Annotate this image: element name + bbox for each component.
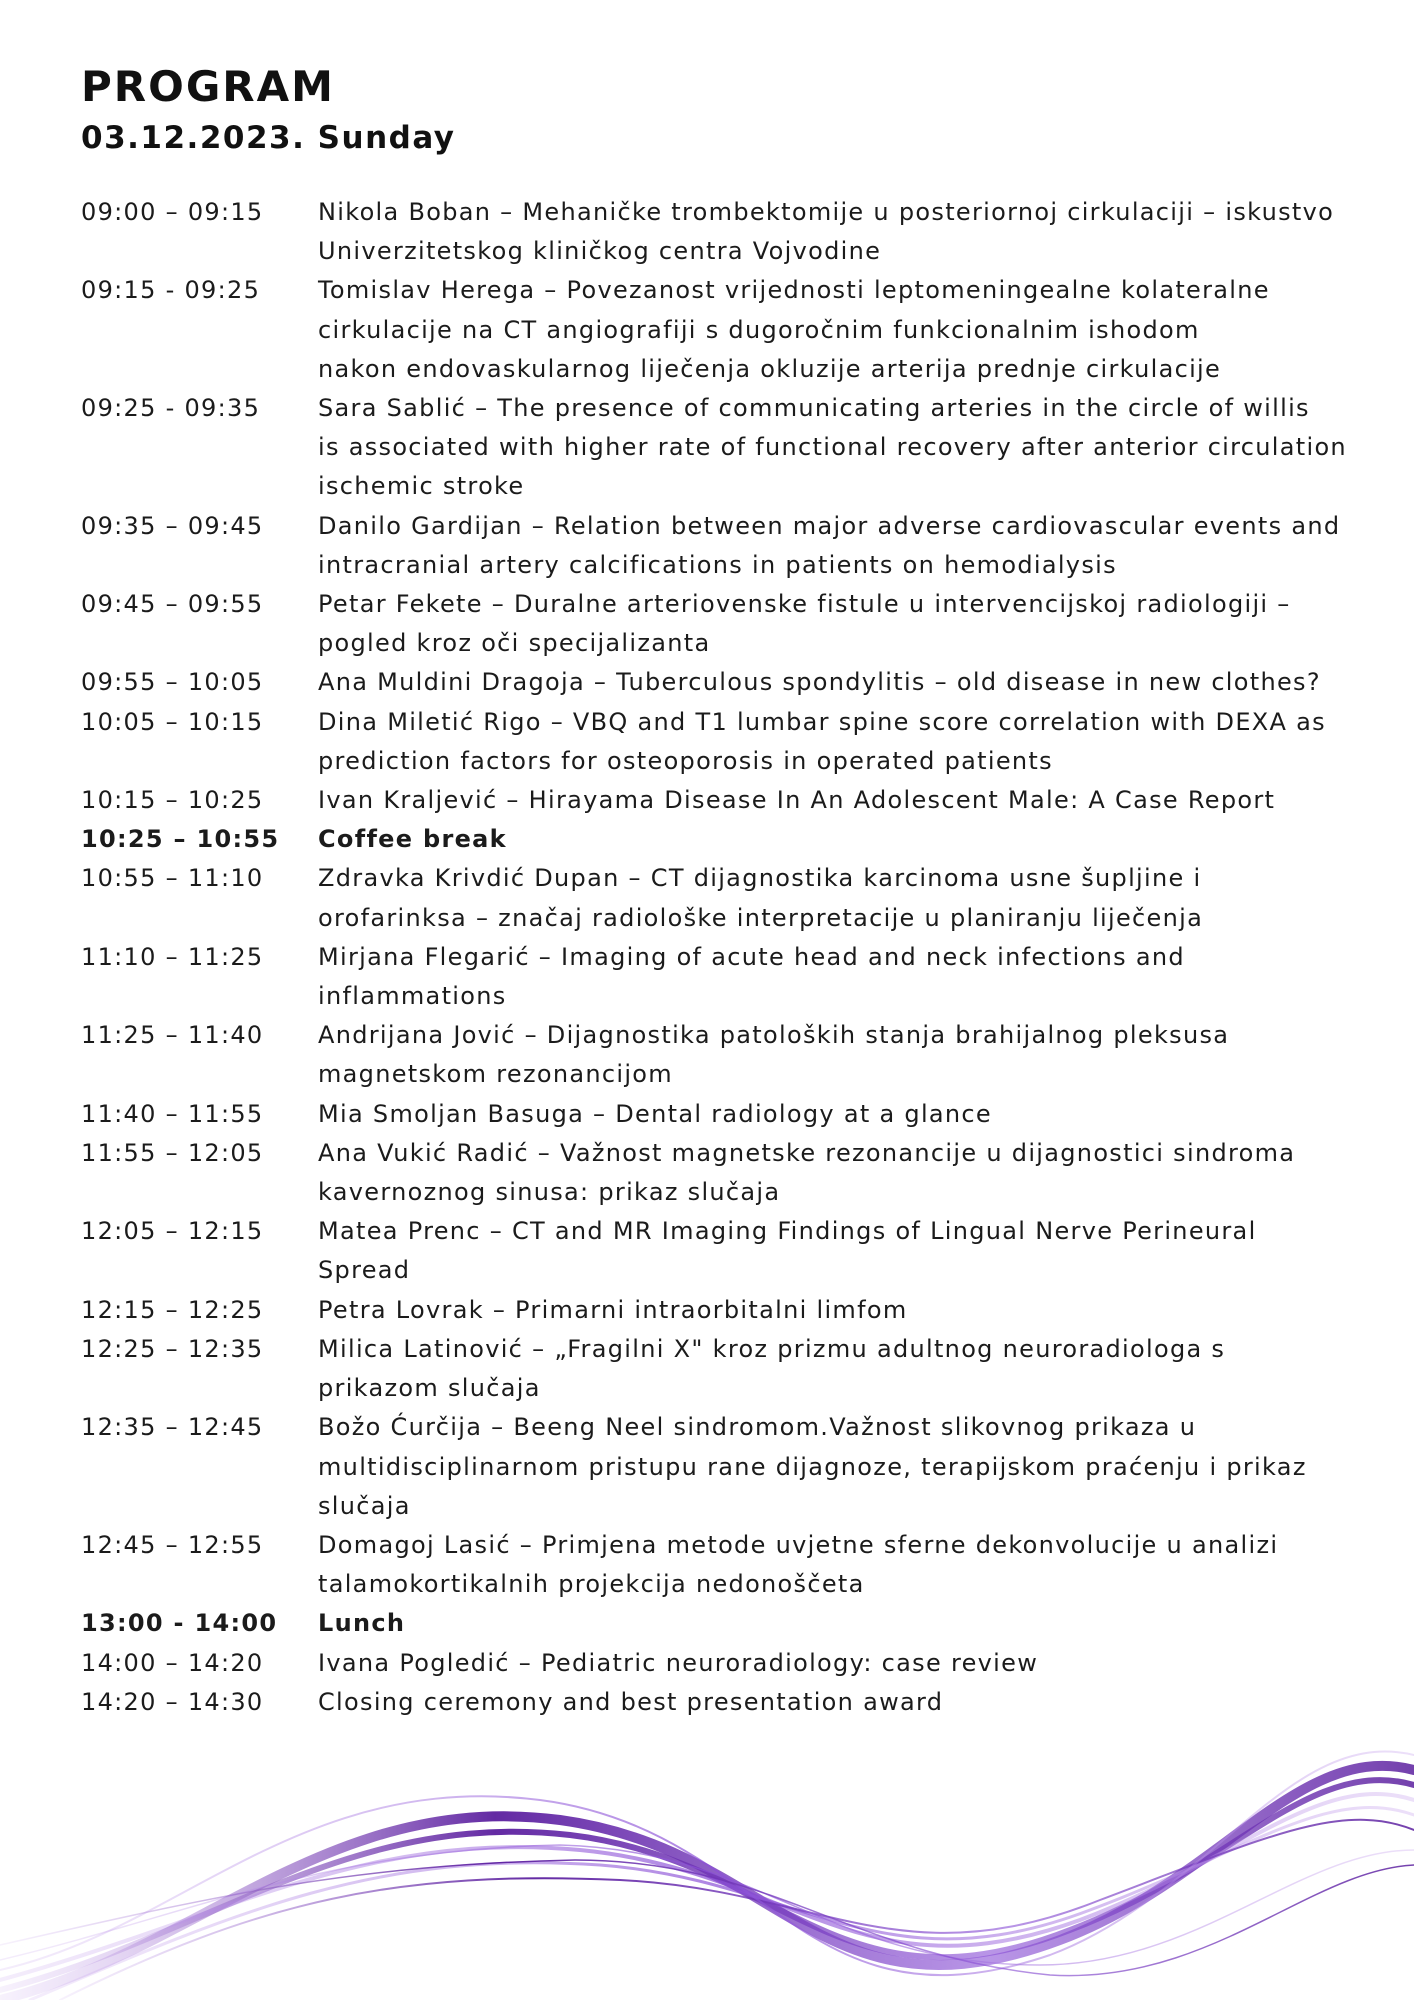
session-text-line: Lunch: [318, 1609, 406, 1638]
schedule-row: [81, 389, 1347, 507]
session-description: [318, 193, 1341, 271]
session-description: [318, 585, 1341, 663]
session-text-line: Mia Smoljan Basuga – Dental radiology at a glance: [318, 1099, 992, 1128]
decorative-ribbon: [0, 1700, 1414, 2000]
session-text-line: Domagoj Lasić – Primjena metode uvjetne sferne dekonvolucije u analizi: [318, 1530, 1279, 1559]
session-text-line: Tomislav Herega – Povezanost vrijednosti leptomeningealne kolateralne: [318, 276, 1270, 305]
schedule-row: [81, 1212, 1341, 1290]
session-text-line: kavernoznog sinusa: prikaz slučaja: [318, 1178, 781, 1207]
session-text-line: is associated with higher rate of functional recovery after anterior circulation: [318, 433, 1347, 462]
session-text-line: Danilo Gardijan – Relation between major adverse cardiovascular events and: [318, 511, 1341, 540]
schedule-row: [81, 1408, 1341, 1526]
schedule-row: [81, 781, 1341, 820]
session-text-line: inflammations: [318, 982, 507, 1011]
session-text-line: Božo Ćurčija – Beeng Neel sindromom.Važnost slikovnog prikaza u: [318, 1413, 1197, 1442]
session-time: 09:45 – 09:55: [81, 590, 264, 619]
session-text-line: nakon endovaskularnog liječenja okluzije arterija prednje cirkulacije: [318, 354, 1222, 383]
session-time: 09:15 - 09:25: [81, 276, 261, 305]
schedule-row: [81, 1095, 1341, 1134]
ribbon-strand-2: [0, 1780, 1414, 1990]
session-time: 11:25 – 11:40: [81, 1021, 264, 1050]
session-text-line: Univerzitetskog kliničkog centra Vojvodine: [318, 237, 882, 266]
session-text-line: Petar Fekete – Duralne arteriovenske fistule u intervencijskoj radiologiji –: [318, 590, 1291, 619]
session-text-line: multidisciplinarnom pristupu rane dijagnoze, terapijskom praćenju i prikaz: [318, 1452, 1307, 1481]
schedule-row: [81, 1134, 1341, 1212]
session-description: [318, 1095, 1341, 1134]
session-text-line: magnetskom rezonancijom: [318, 1060, 673, 1089]
program-schedule: [81, 193, 1347, 1722]
ribbon-strand-3: [0, 1794, 1414, 1980]
schedule-row: [81, 1526, 1341, 1604]
session-text-line: Coffee break: [318, 825, 507, 854]
session-description: [318, 703, 1341, 781]
session-text-line: Ana Muldini Dragoja – Tuberculous spondylitis – old disease in new clothes?: [318, 668, 1321, 697]
session-description: [318, 938, 1341, 1016]
session-text-line: prikazom slučaja: [318, 1374, 541, 1403]
session-time: 12:05 – 12:15: [81, 1217, 264, 1246]
session-text-line: Ana Vukić Radić – Važnost magnetske rezonancije u dijagnostici sindroma: [318, 1138, 1296, 1167]
session-text-line: pogled kroz oči specijalizanta: [318, 629, 711, 658]
schedule-row: [81, 1016, 1341, 1094]
session-text-line: intracranial artery calcifications in patients on hemodialysis: [318, 550, 1117, 579]
session-text-line: Nikola Boban – Mehaničke trombektomije u posteriornoj cirkulaciji – iskustvo: [318, 198, 1335, 226]
session-description: [318, 1330, 1341, 1408]
session-time: 09:55 – 10:05: [81, 668, 264, 697]
session-text-line: prediction factors for osteoporosis in operated patients: [318, 746, 1053, 775]
session-description: [318, 1408, 1341, 1526]
session-text-line: slučaja: [318, 1491, 411, 1520]
session-text-line: Matea Prenc – CT and MR Imaging Findings of Lingual Nerve Perineural: [318, 1217, 1257, 1246]
schedule-row: [81, 663, 1341, 702]
session-time: 09:00 – 09:15: [81, 198, 264, 226]
session-time: 10:55 – 11:10: [81, 864, 264, 893]
page-title: PROGRAM: [81, 62, 335, 111]
schedule-row: [81, 193, 1341, 271]
session-description: [318, 271, 1341, 389]
session-time: 10:05 – 10:15: [81, 707, 264, 736]
schedule-row: [81, 938, 1341, 1016]
session-time: 13:00 - 14:00: [81, 1609, 278, 1638]
session-time: 09:35 – 09:45: [81, 511, 264, 540]
session-description: [318, 1016, 1341, 1094]
session-text-line: Spread: [318, 1256, 411, 1285]
session-time: 12:45 – 12:55: [81, 1530, 264, 1559]
schedule-row: [81, 507, 1341, 585]
schedule-row: [81, 1291, 1341, 1330]
schedule-row: [81, 1644, 1341, 1683]
session-time: 12:35 – 12:45: [81, 1413, 264, 1442]
schedule-row: [81, 703, 1341, 781]
session-description: [318, 663, 1341, 702]
schedule-row: [81, 859, 1341, 937]
session-text-line: orofarinksa – značaj radiološke interpretacije u planiranju liječenja: [318, 903, 1204, 932]
session-text-line: Milica Latinović – „Fragilni X" kroz prizmu adultnog neuroradiologa s: [318, 1334, 1226, 1363]
session-time: 14:20 – 14:30: [81, 1687, 264, 1716]
session-text-line: Dina Miletić Rigo – VBQ and T1 lumbar spine score correlation with DEXA as: [318, 707, 1326, 736]
session-time: 10:25 – 10:55: [81, 825, 280, 854]
session-text-line: Mirjana Flegarić – Imaging of acute head and neck infections and: [318, 942, 1185, 971]
session-time: 10:15 – 10:25: [81, 786, 264, 815]
session-description: [318, 859, 1341, 937]
session-description: [318, 389, 1347, 507]
session-description: [318, 820, 1341, 859]
session-text-line: talamokortikalnih projekcija nedonoščeta: [318, 1570, 865, 1599]
session-text-line: Zdravka Krivdić Dupan – CT dijagnostika karcinoma usne šupljine i: [318, 864, 1202, 893]
session-description: [318, 1134, 1341, 1212]
session-text-line: Closing ceremony and best presentation award: [318, 1687, 944, 1716]
session-description: [318, 1291, 1341, 1330]
session-text-line: Ivan Kraljević – Hirayama Disease In An Adolescent Male: A Case Report: [318, 786, 1276, 815]
session-text-line: cirkulacije na CT angiografiji s dugoročnim funkcionalnim ishodom: [318, 315, 1200, 344]
schedule-row: [81, 585, 1341, 663]
session-text-line: Ivana Pogledić – Pediatric neuroradiology: case review: [318, 1648, 1039, 1677]
session-text-line: Sara Sablić – The presence of communicating arteries in the circle of willis: [318, 394, 1310, 423]
schedule-row: [81, 1330, 1341, 1408]
schedule-break-row: [81, 1604, 1341, 1643]
program-date: 03.12.2023. Sunday: [81, 120, 456, 156]
session-description: [318, 1604, 1341, 1643]
session-description: [318, 507, 1341, 585]
session-description: [318, 1526, 1341, 1604]
session-time: 09:25 - 09:35: [81, 394, 261, 423]
session-time: 12:25 – 12:35: [81, 1334, 264, 1363]
schedule-row: [81, 271, 1341, 389]
session-text-line: Petra Lovrak – Primarni intraorbitalni limfom: [318, 1295, 908, 1324]
session-time: 11:55 – 12:05: [81, 1138, 264, 1167]
session-description: [318, 781, 1341, 820]
session-description: [318, 1644, 1341, 1683]
session-time: 12:15 – 12:25: [81, 1295, 264, 1324]
schedule-break-row: [81, 820, 1341, 859]
session-description: [318, 1212, 1341, 1290]
session-time: 14:00 – 14:20: [81, 1648, 264, 1677]
session-time: 11:10 – 11:25: [81, 942, 264, 971]
session-time: 11:40 – 11:55: [81, 1099, 264, 1128]
session-text-line: Andrijana Jović – Dijagnostika patoloških stanja brahijalnog pleksusa: [318, 1021, 1230, 1050]
session-text-line: ischemic stroke: [318, 472, 525, 501]
